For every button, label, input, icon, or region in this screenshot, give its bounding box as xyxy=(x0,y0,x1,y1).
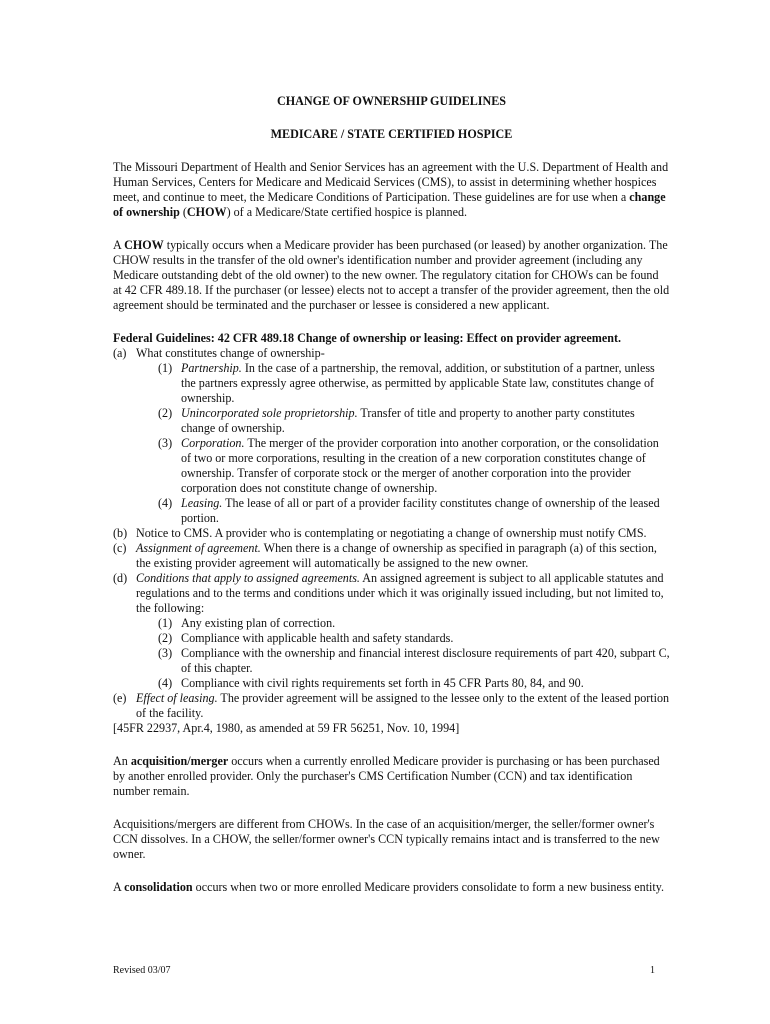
subitem-text: Compliance with the ownership and financial interest disclosure requirements of part 420, subpart C, of this chapter. xyxy=(181,646,670,675)
subitem-marker: (1) xyxy=(158,361,173,375)
footer-revised: Revised 03/07 xyxy=(113,965,171,976)
acquisition-paragraph xyxy=(113,754,670,799)
footer-page-number: 1 xyxy=(650,965,655,976)
intro-paragraph xyxy=(113,160,670,220)
intro-text-paren: ( xyxy=(179,205,187,219)
subitem-term: Leasing. xyxy=(181,496,223,510)
intro-text: The Missouri Department of Health and Senior Services has an agreement with the U.S. Department of Health and Human Services, Centers for Medicare and Medicaid Services (CMS), to assist in determining whether hospices meet, and continue to meet, the Medicare Conditions of Participation. These guidelines are for use when a xyxy=(113,160,669,204)
subitem-term: Corporation. xyxy=(181,436,245,450)
guideline-item-e xyxy=(113,691,670,721)
subitem-text: In the case of a partnership, the removal, addition, or substitution of a partner, unless the partners expressly agree otherwise, as permitted by applicable State law, constitutes change of ownership. xyxy=(181,361,655,405)
guideline-marker: (c) xyxy=(113,541,127,555)
consolidation-paragraph xyxy=(113,880,670,895)
guideline-subitem xyxy=(158,616,670,631)
subitem-marker: (4) xyxy=(158,676,173,690)
intro-text-end: ) of a Medicare/State certified hospice is planned. xyxy=(226,205,468,219)
subitem-text: The merger of the provider corporation into another corporation, or the consolidation of two or more corporations, resulting in the creation of a new corporation constitutes change of ownership. Transfer of corporate stock or the merger of another corporation into the provider corporation does not constitute change of ownership. xyxy=(181,436,659,495)
subitem-marker: (2) xyxy=(158,631,173,645)
guideline-text: When there is a change of ownership as specified in paragraph (a) of this section, the existing provider agreement will automatically be assigned to the new owner. xyxy=(136,541,657,570)
difference-paragraph: Acquisitions/mergers are different from CHOWs. In the case of an acquisition/merger, the seller/former owner's CCN dissolves. In a CHOW, the seller/former owner's CCN typically remains intact and is transferred to the new owner. xyxy=(113,817,660,861)
guideline-subitem xyxy=(158,676,670,691)
guideline-item-a xyxy=(113,346,670,526)
intro-term-chow: CHOW xyxy=(186,205,227,219)
subitem-text: Transfer of title and property to another party constitutes change of ownership. xyxy=(181,406,635,435)
guideline-text: An assigned agreement is subject to all applicable statutes and regulations and to the terms and conditions under which it was originally issued including, but not limited to, the following: xyxy=(136,571,664,615)
federal-guidelines-list xyxy=(113,346,670,721)
subitem-text: Compliance with applicable health and safety standards. xyxy=(181,631,454,645)
guideline-item-c xyxy=(113,541,670,571)
guideline-subitem xyxy=(158,406,670,436)
subitem-text: The lease of all or part of a provider facility constitutes change of ownership of the leased portion. xyxy=(181,496,660,525)
chow-lead: A xyxy=(113,238,125,252)
guideline-subitem xyxy=(158,436,670,496)
guideline-subitem xyxy=(158,496,670,526)
guideline-subitem xyxy=(158,646,670,676)
acquisition-term: acquisition/merger xyxy=(130,754,229,768)
subitem-marker: (3) xyxy=(158,436,173,450)
intro-term-change-of-ownership: change of ownership xyxy=(113,190,666,219)
chow-paragraph xyxy=(113,238,670,313)
acquisition-text: occurs when a currently enrolled Medicare provider is purchasing or has been purchased by another enrolled provider. Only the purchaser's CMS Certification Number (CCN) and tax identification number remain. xyxy=(113,754,660,798)
consolidation-term: consolidation xyxy=(124,880,193,894)
consolidation-text: occurs when two or more enrolled Medicare providers consolidate to form a new business entity. xyxy=(192,880,665,894)
guideline-sublist-a xyxy=(136,361,670,526)
subitem-text: Compliance with civil rights requirements set forth in 45 CFR Parts 80, 84, and 90. xyxy=(181,676,584,690)
guideline-marker: (a) xyxy=(113,346,127,360)
guideline-subitem xyxy=(158,631,670,646)
page-title: CHANGE OF OWNERSHIP GUIDELINES xyxy=(276,94,507,108)
subitem-term: Unincorporated sole proprietorship. xyxy=(181,406,358,420)
guideline-term: Conditions that apply to assigned agreements. xyxy=(136,571,360,585)
page-subtitle: MEDICARE / STATE CERTIFIED HOSPICE xyxy=(270,127,513,141)
guideline-text: What constitutes change of ownership- xyxy=(136,346,325,360)
guideline-text: Notice to CMS. A provider who is contemplating or negotiating a change of ownership must notify CMS. xyxy=(136,526,647,540)
acquisition-lead: An xyxy=(113,754,131,768)
subitem-text: Any existing plan of correction. xyxy=(181,616,336,630)
subitem-marker: (4) xyxy=(158,496,173,510)
guideline-marker: (e) xyxy=(113,691,127,705)
guideline-marker: (b) xyxy=(113,526,128,540)
consolidation-lead: A xyxy=(113,880,125,894)
guideline-item-b xyxy=(113,526,670,541)
federal-guidelines-heading: Federal Guidelines: 42 CFR 489.18 Change of ownership or leasing: Effect on provider agreement. xyxy=(113,331,622,345)
chow-text: typically occurs when a Medicare provider has been purchased (or leased) by another organization. The CHOW results in the transfer of the old owner's identification number and provider agreement (including any Medicare outstanding debt of the old owner) to the new owner. The regulatory citation for CHOWs can be found at 42 CFR 489.18. If the purchaser (or lessee) elects not to accept a transfer of the provider agreement, then the old agreement should be terminated and the purchaser or lessee is considered a new applicant. xyxy=(113,238,670,312)
guideline-term: Effect of leasing. xyxy=(136,691,218,705)
subitem-marker: (3) xyxy=(158,646,173,660)
subitem-marker: (2) xyxy=(158,406,173,420)
federal-citation: [45FR 22937, Apr.4, 1980, as amended at 59 FR 56251, Nov. 10, 1994] xyxy=(113,721,460,735)
subitem-term: Partnership. xyxy=(181,361,242,375)
guideline-sublist-d xyxy=(136,616,670,691)
guideline-text: The provider agreement will be assigned to the lessee only to the extent of the leased portion of the facility. xyxy=(136,691,670,720)
guideline-term: Assignment of agreement. xyxy=(136,541,261,555)
federal-guidelines xyxy=(113,331,670,736)
guideline-item-d xyxy=(113,571,670,691)
chow-term: CHOW xyxy=(124,238,164,252)
subitem-marker: (1) xyxy=(158,616,173,630)
guideline-marker: (d) xyxy=(113,571,128,585)
guideline-subitem xyxy=(158,361,670,406)
